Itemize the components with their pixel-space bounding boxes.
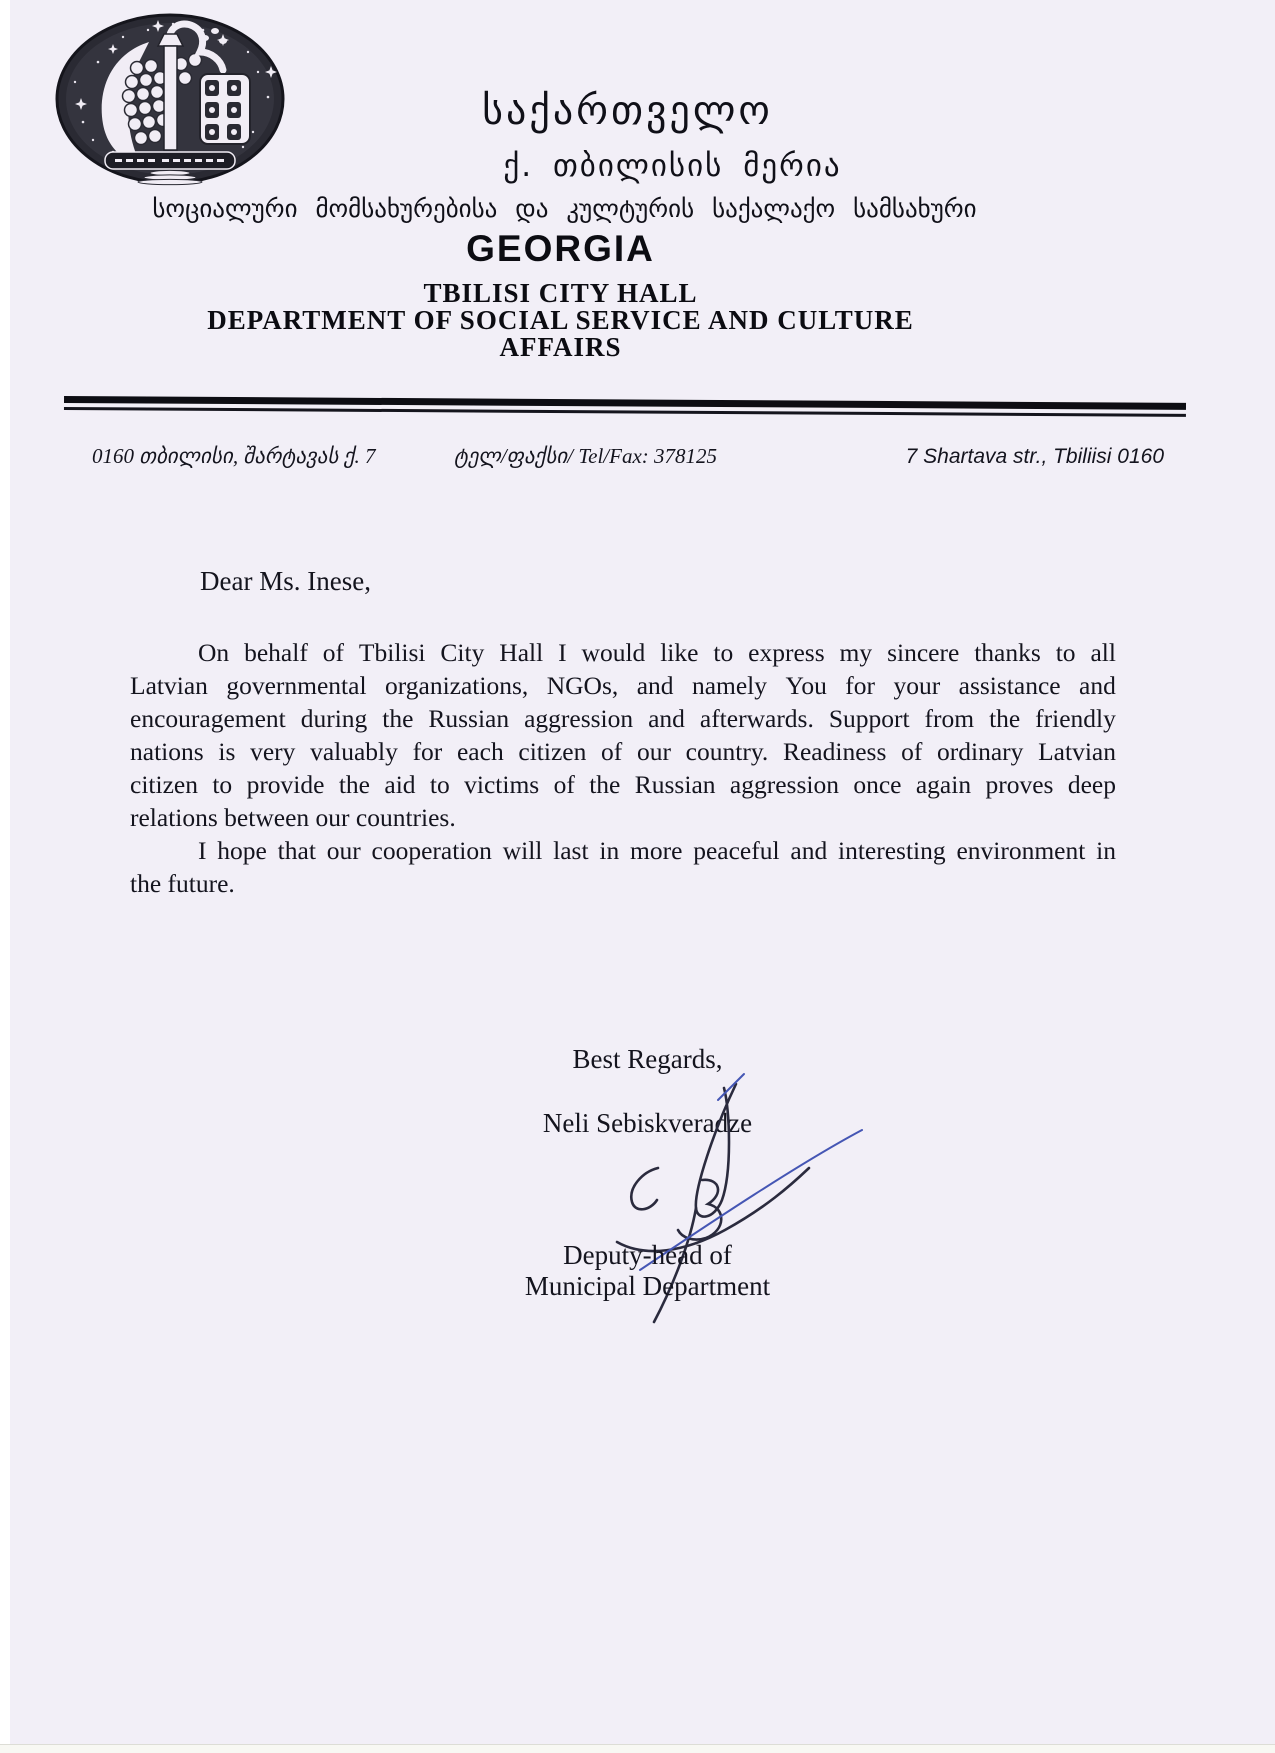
letter-body-line: relations between our countries. — [130, 803, 456, 832]
header-org-line2: DEPARTMENT OF SOCIAL SERVICE AND CULTURE — [207, 305, 914, 335]
signer-title-line1: Deputy-head of — [563, 1240, 732, 1270]
header-georgian-city-hall: ქ. თბილისის მერია — [503, 148, 842, 184]
contact-telfax: ტელ/ფაქსი/ Tel/Fax: 378125 — [454, 444, 718, 468]
letter-closing: Best Regards, — [572, 1044, 723, 1074]
letter-body-line: encouragement during the Russian aggression and afterwards. Support from the friendly — [130, 704, 1116, 733]
letter-body-line: nations is very valuably for each citizen of our country. Readiness of ordinary Latvian — [130, 737, 1116, 766]
header-org-line3: AFFAIRS — [499, 332, 622, 362]
letter-body-line: Latvian governmental organizations, NGOs, and namely You for your assistance and — [130, 671, 1116, 700]
header-georgian-department: სოციალური მომსახურებისა და კულტურის საქალაქო სამსახური — [152, 194, 977, 223]
signer-name: Neli Sebiskveradze — [542, 1108, 753, 1138]
letter-body-line: I hope that our cooperation will last in more peaceful and interesting environment in — [198, 836, 1116, 865]
letter-body-line: On behalf of Tbilisi City Hall I would like to express my sincere thanks to all — [198, 638, 1116, 667]
header-divider-rule — [64, 396, 1186, 417]
contact-address-english: 7 Shartava str., Tbiliisi 0160 — [905, 445, 1164, 468]
header-org-line1: TBILISI CITY HALL — [423, 278, 698, 308]
header-georgian-country: საქართველო — [482, 88, 773, 134]
letter-body — [130, 636, 1116, 900]
contact-address-georgian: 0160 თბილისი, შარტავას ქ. 7 — [92, 444, 376, 468]
letter-salutation: Dear Ms. Inese, — [200, 566, 371, 596]
letter-body-line: citizen to provide the aid to victims of the Russian aggression once again proves deep — [130, 770, 1116, 799]
contact-bar — [64, 444, 1186, 469]
header-country: GEORGIA — [466, 228, 655, 269]
signer-title-line2: Municipal Department — [524, 1271, 771, 1301]
scan-edge-bottom — [0, 1744, 1275, 1753]
letter-body-line: the future. — [130, 869, 235, 898]
